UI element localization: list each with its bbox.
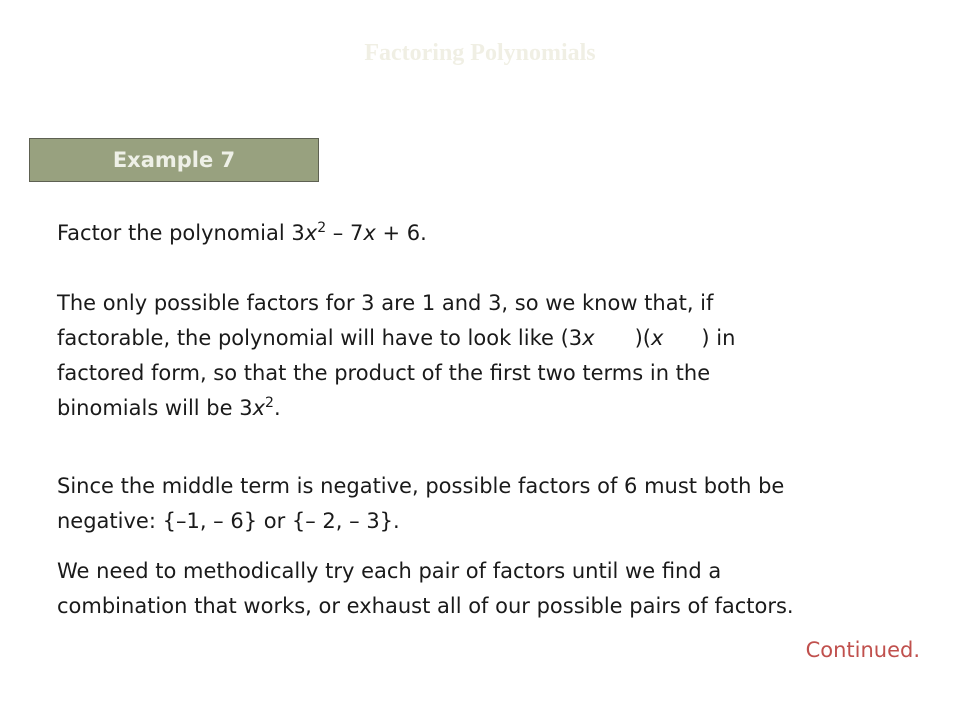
explanation-line-2 xyxy=(57,321,735,356)
explanation-line-3: factored form, so that the product of the first two terms in the xyxy=(57,361,711,385)
polynomial-var-x2: x xyxy=(363,221,376,245)
continued-label: Continued. xyxy=(805,638,920,662)
polynomial-middle: – 7 xyxy=(326,221,364,245)
polynomial-coef: 3 xyxy=(291,221,305,245)
problem-intro: Factor the polynomial xyxy=(57,221,292,245)
negative-line-2: negative: {–1, – 6} or {– 2, – 3}. xyxy=(57,509,400,533)
line4-exponent: 2 xyxy=(265,395,274,411)
method-paragraph xyxy=(57,554,794,624)
line2-x2: x xyxy=(650,326,664,350)
method-line-1: We need to methodically try each pair of factors until we find a xyxy=(57,559,722,583)
method-line-2: combination that works, or exhaust all of our possible pairs of factors. xyxy=(57,594,794,618)
example-label: Example 7 xyxy=(112,148,236,172)
line4-x: x xyxy=(252,396,266,420)
line4-end: . xyxy=(273,396,281,420)
polynomial-var-x: x xyxy=(304,221,318,245)
example-box xyxy=(29,138,319,182)
line2-paren: )( xyxy=(634,326,651,350)
negative-factors-paragraph xyxy=(57,469,784,539)
line2-end: ) in xyxy=(701,326,736,350)
negative-line-1: Since the middle term is negative, possible factors of 6 must both be xyxy=(57,474,785,498)
explanation-line-4 xyxy=(57,391,735,426)
polynomial-end: + 6. xyxy=(375,221,427,245)
explanation-line-1: The only possible factors for 3 are 1 and 3, so we know that, if xyxy=(57,291,714,315)
problem-statement xyxy=(57,216,427,251)
line2-text: factorable, the polynomial will have to look like (3 xyxy=(57,326,583,350)
slide-title: Factoring Polynomials xyxy=(364,40,596,66)
polynomial-exponent: 2 xyxy=(317,220,327,236)
line2-x1: x xyxy=(582,326,595,350)
factors-explanation xyxy=(57,286,735,426)
line4-text: binomials will be 3 xyxy=(57,396,253,420)
